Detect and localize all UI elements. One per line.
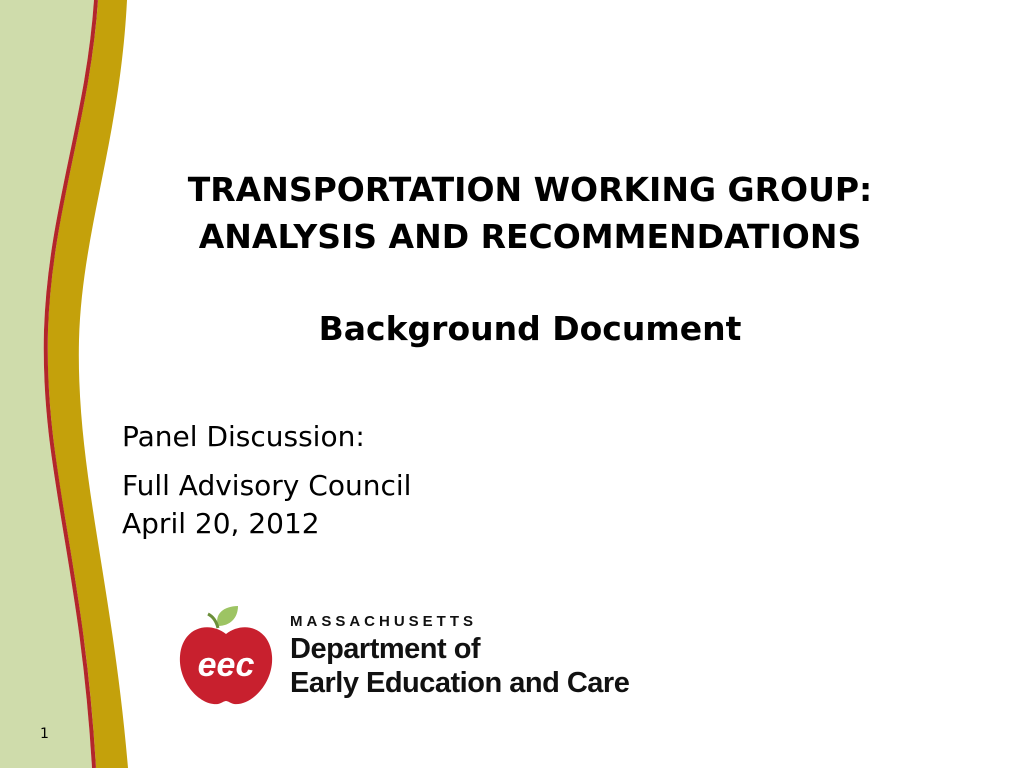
body-line-council: Full Advisory Council (122, 469, 412, 502)
title-line-2: ANALYSIS AND RECOMMENDATIONS (198, 217, 862, 256)
slide-subtitle: Background Document (318, 309, 742, 348)
body-line-date: April 20, 2012 (122, 507, 320, 540)
logo-department-line-1: Department of (290, 633, 481, 665)
logo-wordmark (290, 612, 629, 700)
slide-title (96, 166, 964, 260)
slide-number: 1 (40, 726, 49, 742)
stem-icon (208, 614, 218, 628)
title-line-1: TRANSPORTATION WORKING GROUP: (187, 170, 873, 209)
logo-mark-text: eec (197, 646, 255, 684)
eec-logo (178, 604, 648, 716)
logo-department-line-2: Early Education and Care (290, 667, 630, 699)
apple-logo-icon (178, 604, 274, 708)
body-line-panel: Panel Discussion: (122, 420, 365, 453)
logo-state: MASSACHUSETTS (290, 613, 478, 630)
leaf-icon (217, 606, 238, 626)
slide-body (122, 418, 411, 543)
